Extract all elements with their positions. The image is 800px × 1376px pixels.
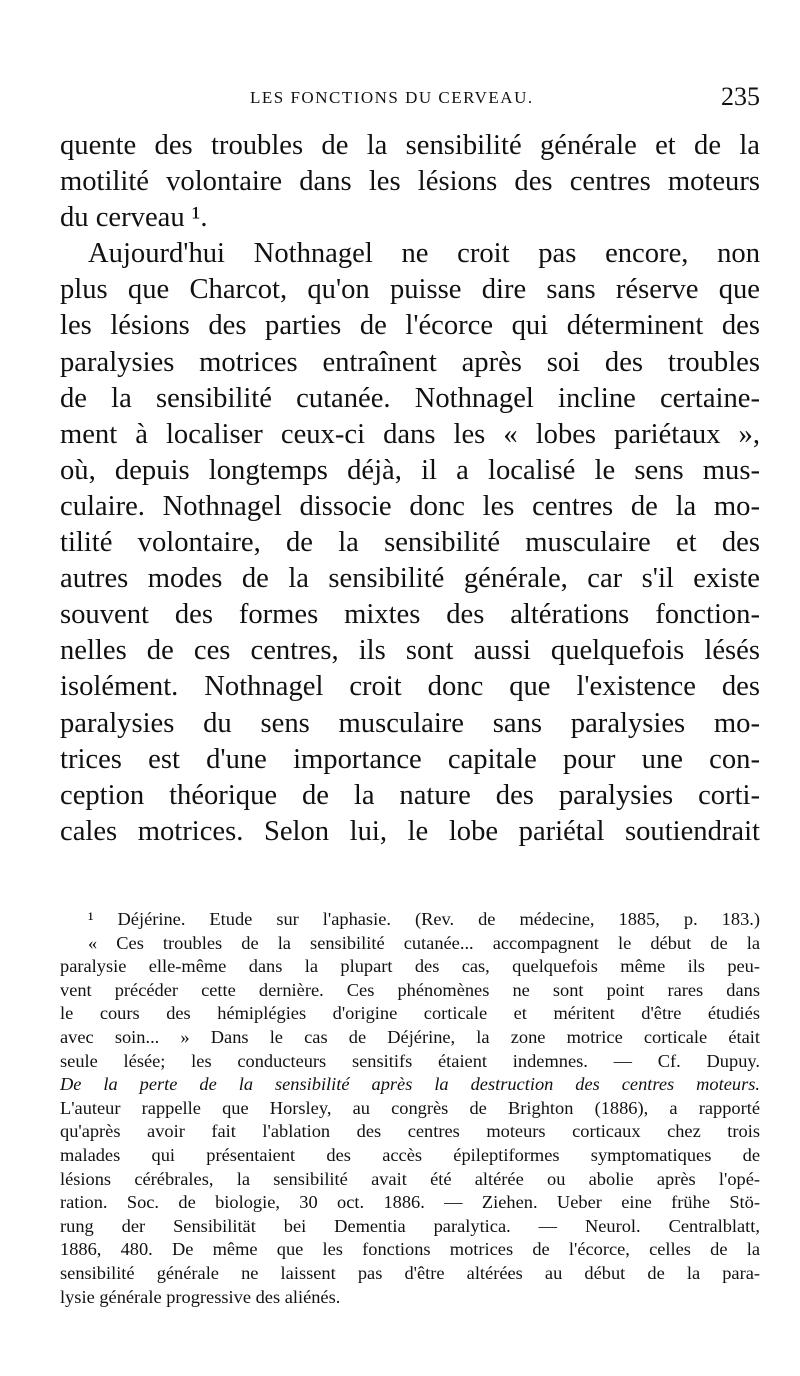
footnote-line: « Ces troubles de la sensibilité cutanée... accompagnent le début de la — [88, 932, 760, 953]
footnote-line: lésions cérébrales, la sensibilité avait été altérée ou abolie après l'opé- — [60, 1168, 760, 1189]
body-line: ception théorique de la nature des paralysies corti- — [60, 779, 760, 811]
footnote-line: seule lésée; les conducteurs sensitifs étaient indemnes. — Cf. Dupuy. — [60, 1050, 760, 1071]
body-line: culaire. Nothnagel dissocie donc les centres de la mo- — [60, 490, 760, 522]
body-line: motilité volontaire dans les lésions des centres moteurs — [60, 166, 760, 198]
body-line: souvent des formes mixtes des altérations fonction- — [60, 599, 760, 631]
footnote-line: De la perte de la sensibilité après la destruction des centres moteurs. — [60, 1074, 760, 1095]
body-line: plus que Charcot, qu'on puisse dire sans réserve que — [60, 274, 760, 306]
running-title: LES FONCTIONS DU CERVEAU. — [250, 88, 534, 107]
body-line: paralysies du sens musculaire sans paralysies mo- — [60, 707, 760, 739]
footnote-line: ration. Soc. de biologie, 30 oct. 1886. — Ziehen. Ueber eine frühe Stö- — [60, 1192, 760, 1213]
body-line: paralysies motrices entraînent après soi des troubles — [60, 346, 760, 378]
body-line: cales motrices. Selon lui, le lobe pariétal soutiendrait — [60, 815, 760, 847]
footnote-line: qu'après avoir fait l'ablation des centres moteurs corticaux chez trois — [60, 1121, 760, 1142]
body-text — [60, 128, 760, 850]
footnote-line: L'auteur rappelle que Horsley, au congrès de Brighton (1886), a rapporté — [60, 1097, 760, 1118]
footnote-line: sensibilité générale ne laissent pas d'être altérées au début de la para- — [60, 1262, 760, 1283]
footnote-line: avec soin... » Dans le cas de Déjérine, la zone motrice corticale était — [60, 1026, 760, 1047]
footnote-line: paralysie elle-même dans la plupart des cas, quelquefois même ils peu- — [60, 956, 760, 977]
footnote-line: vent précéder cette dernière. Ces phénomènes ne sont point rares dans — [60, 979, 760, 1000]
body-line: quente des troubles de la sensibilité générale et de la — [60, 130, 760, 161]
body-line: autres modes de la sensibilité générale, car s'il existe — [60, 563, 760, 595]
body-line: isolément. Nothnagel croit donc que l'existence des — [60, 671, 760, 703]
body-line: trices est d'une importance capitale pour une con- — [60, 743, 760, 775]
body-line: nelles de ces centres, ils sont aussi quelquefois lésés — [60, 635, 760, 667]
body-line: Aujourd'hui Nothnagel ne croit pas encore, non — [88, 238, 760, 270]
footnote-line: le cours des hémiplégies d'origine corticale et méritent d'être étudiés — [60, 1003, 760, 1024]
body-line: de la sensibilité cutanée. Nothnagel incline certaine- — [60, 382, 760, 414]
footnote-line: malades qui présentaient des accès épileptiformes symptomatiques de — [60, 1144, 760, 1165]
footnote-line: 1886, 480. De même que les fonctions motrices de l'écorce, celles de la — [60, 1239, 760, 1260]
body-line: du cerveau ¹. — [60, 202, 208, 234]
footnote — [60, 908, 760, 1309]
body-line: ment à localiser ceux-ci dans les « lobes pariétaux », — [60, 418, 760, 450]
page-number: 235 — [721, 82, 760, 111]
footnote-line: lysie générale progressive des aliénés. — [60, 1286, 341, 1307]
running-head — [60, 82, 760, 116]
footnote-line: ¹ Déjérine. Etude sur l'aphasie. (Rev. de médecine, 1885, p. 183.) — [88, 909, 760, 929]
body-line: où, depuis longtemps déjà, il a localisé le sens mus- — [60, 454, 760, 486]
body-line: les lésions des parties de l'écorce qui déterminent des — [60, 310, 760, 342]
footnote-line: rung der Sensibilität bei Dementia paralytica. — Neurol. Centralblatt, — [60, 1215, 760, 1236]
body-line: tilité volontaire, de la sensibilité musculaire et des — [60, 527, 760, 559]
